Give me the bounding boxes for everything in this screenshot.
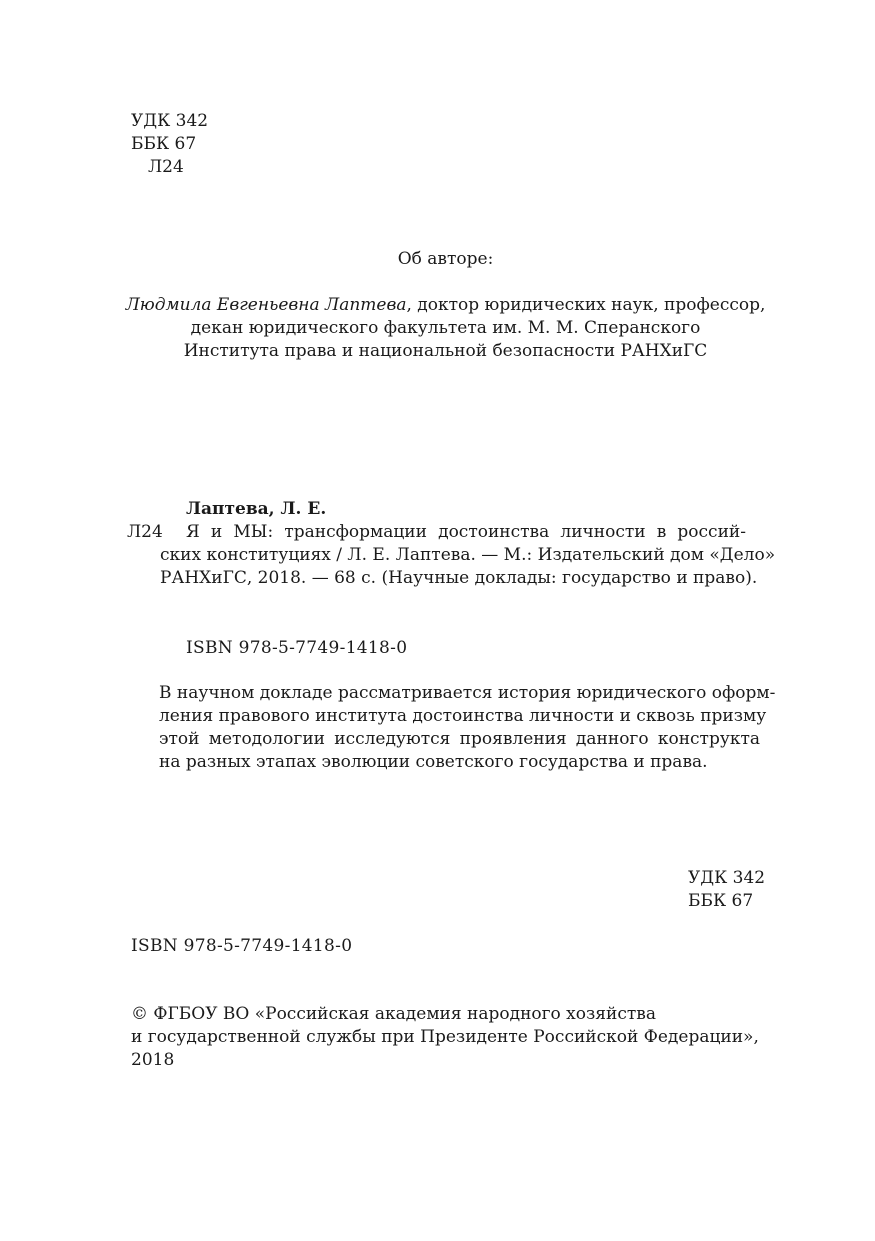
- abstract-line-2: ления правового института достоинства личности и сквозь призму: [159, 706, 767, 726]
- bbk-code-bottom: ББК 67: [688, 891, 754, 911]
- abstract-line-4: на разных этапах эволюции советского государства и права.: [159, 752, 708, 772]
- classification-block-bottom: [688, 867, 765, 913]
- copyright-line-1: © ФГБОУ ВО «Российская академия народного хозяйства: [131, 1004, 656, 1024]
- isbn: ISBN 978-5-7749-1418-0: [131, 936, 353, 956]
- bib-line-2: ских конституциях / Л. Е. Лаптева. — М.: Издательский дом «Дело»: [160, 545, 776, 565]
- copyright-notice: [131, 1003, 759, 1072]
- abstract-line-1: В научном докладе рассматривается история юридического оформ-: [159, 683, 776, 703]
- bibliographic-author-sign: Л24: [127, 522, 163, 542]
- bib-line-3: РАНХиГС, 2018. — 68 с. (Научные доклады: государство и право).: [160, 568, 758, 588]
- abstract-line-3: этой методологии исследуются проявления данного конструкта: [159, 729, 760, 749]
- author-full-name: Людмила Евгеньевна Лаптева: [125, 295, 407, 315]
- udk-code-bottom: УДК 342: [688, 868, 766, 888]
- author-credentials: , доктор юридических наук, профессор,: [406, 295, 766, 315]
- copyright-line-2: и государственной службы при Президенте Российской Федерации»,: [131, 1027, 759, 1047]
- bib-line-1: Я и МЫ: трансформации достоинства личности в россий-: [186, 522, 746, 542]
- about-author-text: [100, 294, 791, 363]
- about-author-heading: Об авторе:: [397, 249, 494, 269]
- about-line-3: Института права и национальной безопасности РАНХиГС: [183, 341, 708, 361]
- bibliographic-author: Лаптева, Л. Е.: [186, 499, 327, 519]
- bibliographic-description: [160, 521, 776, 590]
- isbn-annotation: ISBN 978-5-7749-1418-0: [186, 638, 408, 658]
- bbk-code: ББК 67: [131, 134, 197, 154]
- classification-block-top: [131, 110, 208, 179]
- about-line-2: декан юридического факультета им. М. М. Сперанского: [190, 318, 701, 338]
- about-line-1: [100, 294, 791, 317]
- author-sign: Л24: [148, 157, 184, 177]
- abstract-paragraph: [159, 682, 776, 774]
- copyright-year: 2018: [131, 1050, 175, 1070]
- udk-code: УДК 342: [131, 111, 209, 131]
